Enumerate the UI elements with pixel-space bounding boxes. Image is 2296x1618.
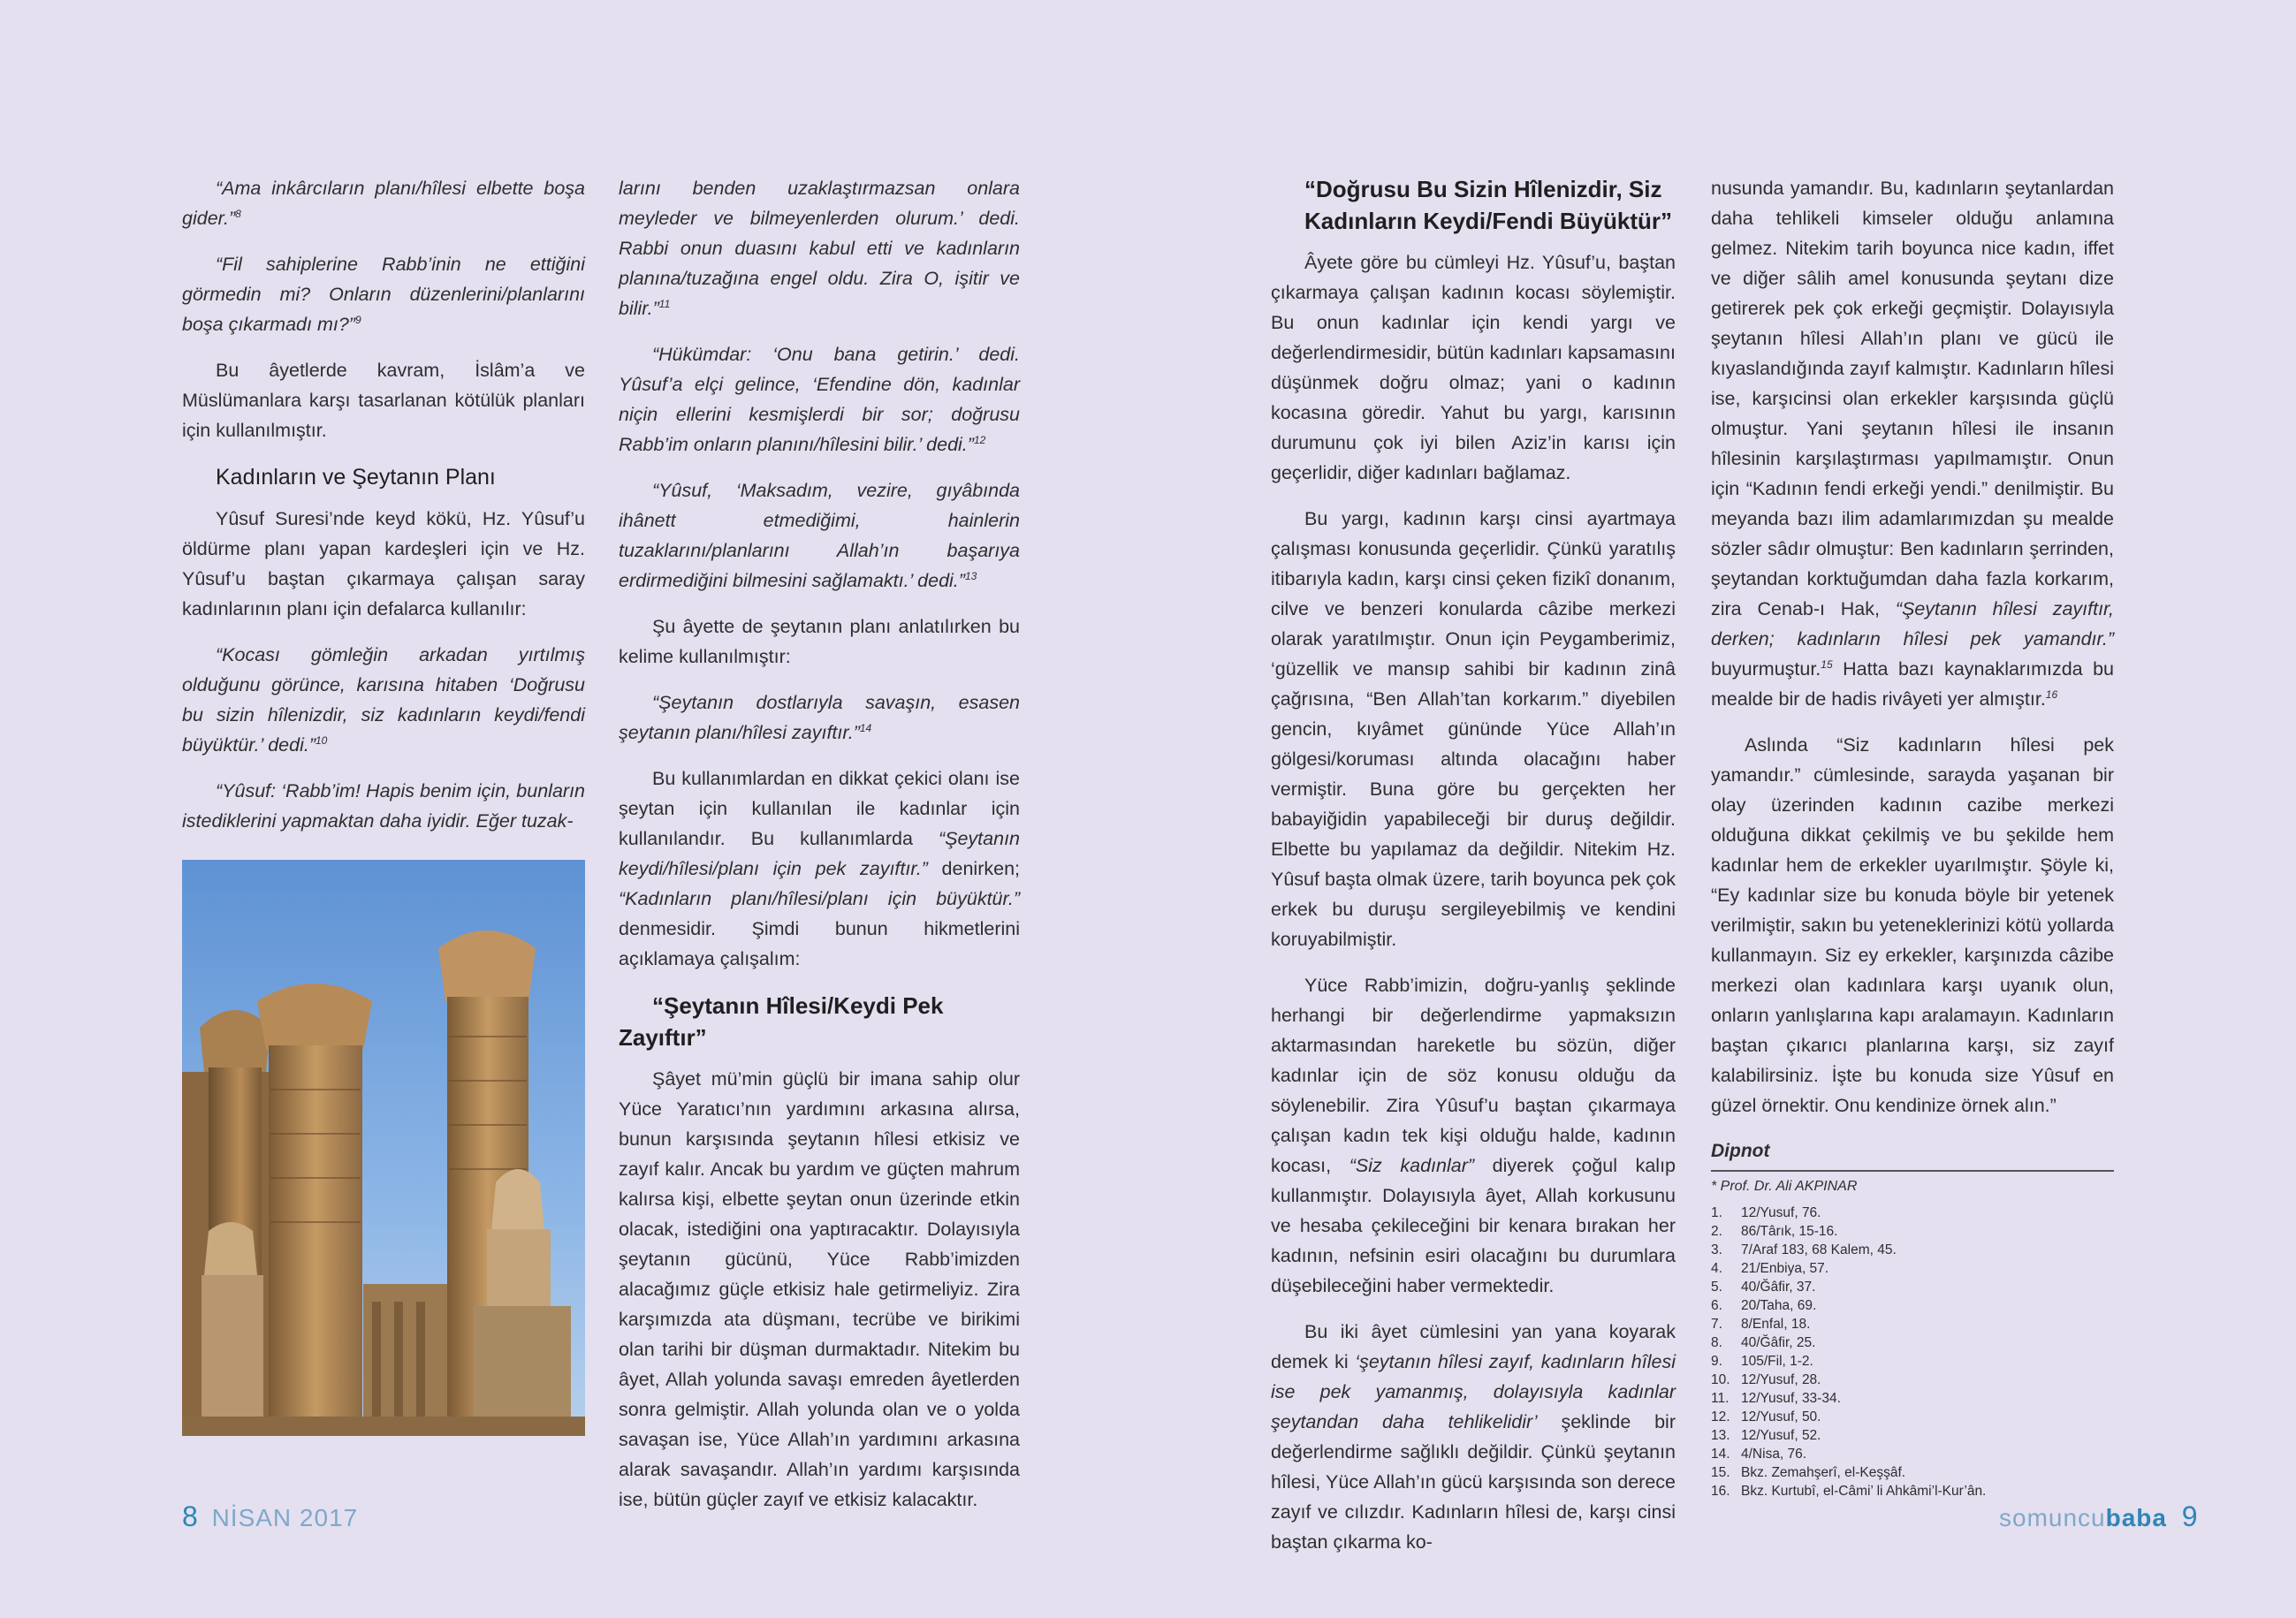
footnote-number: 14.: [1711, 1447, 1730, 1462]
section-heading: “Şeytanın Hîlesi/Keydi Pek Zayıftır”: [619, 992, 944, 1051]
footnote-text: 4/Nisa, 76.: [1741, 1447, 1807, 1462]
footnote-item: [1711, 1333, 2114, 1352]
footnote-text: 12/Yusuf, 33-34.: [1741, 1391, 1841, 1406]
footnote-number: 6.: [1711, 1298, 1722, 1313]
footnote-text: 40/Ğâfir, 25.: [1741, 1335, 1816, 1350]
footnote-text: 20/Taha, 69.: [1741, 1298, 1817, 1313]
page-number: 8: [182, 1500, 199, 1532]
footnote-number: 1.: [1711, 1205, 1722, 1220]
footnote-text: 12/Yusuf, 76.: [1741, 1205, 1821, 1220]
footnote-text: 21/Enbiya, 57.: [1741, 1261, 1829, 1276]
quote-paragraph: “Şeytanın dostlarıyla savaşın, esasen şeytanın planı/hîlesi zayıftır.”$^{14}$: [619, 692, 1020, 743]
body-paragraph: Bu iki âyet cümlesini yan yana koyarak demek ki ‘şeytanın hîlesi zayıf, kadınların hîlesi ise pek yamanmış, dolayısıyla kadınlar şeytandan daha tehlikelidir’ şeklinde bir değerlendirme sağlıklı değildir. Çünkü şeytanın hîlesi, Yüce Allah’ın gücü karşısında son derece zayıf ve cılızdır. Kadınların hîlesi de, karşı cinsi baştan çıkarma ko-: [1271, 1321, 1676, 1553]
footnote-number: 2.: [1711, 1224, 1722, 1239]
page-number: 9: [2181, 1500, 2199, 1532]
brand-baba: baba: [2105, 1504, 2167, 1531]
right-page-footer: [1999, 1500, 2199, 1533]
footnote-item: [1711, 1463, 2114, 1482]
footnote-text: 12/Yusuf, 52.: [1741, 1428, 1821, 1443]
body-paragraph: Şu âyette de şeytanın planı anlatılırken bu kelime kullanılmıştır:: [619, 616, 1020, 667]
issue-date: NİSAN 2017: [211, 1504, 359, 1531]
footnote-item: [1711, 1371, 2114, 1389]
footnote-item: [1711, 1482, 2114, 1500]
right-column-2: [1711, 173, 2114, 1500]
footnote-text: 86/Târık, 15-16.: [1741, 1224, 1838, 1239]
footnote-number: 5.: [1711, 1280, 1722, 1295]
quote-paragraph: “Fil sahiplerine Rabb’inin ne ettiğini görmedin mi? Onların düzenlerini/planlarını boşa çıkarmadı mı?”$^9$: [182, 254, 585, 335]
footnote-text: 12/Yusuf, 28.: [1741, 1372, 1821, 1387]
section-heading: Kadınların ve Şeytanın Planı: [216, 465, 496, 490]
left-column-2: [619, 173, 1020, 1531]
footnote-text: 105/Fil, 1-2.: [1741, 1354, 1813, 1369]
right-column-1: [1271, 173, 1676, 1573]
footnote-item: [1711, 1408, 2114, 1426]
footnote-number: 8.: [1711, 1335, 1722, 1350]
quote-paragraph: “Yûsuf, ‘Maksadım, vezire, gıyâbında ihânett etmediğimi, hainlerin tuzaklarını/planlarını Allah’ın başarıya erdirmediğini bilmesini sağlamaktı.’ dedi.”$^{13}$: [619, 480, 1020, 591]
footnote-number: 3.: [1711, 1242, 1722, 1257]
footnote-text: Bkz. Zemahşerî, el-Keşşâf.: [1741, 1465, 1906, 1480]
body-paragraph: Şâyet mü’min güçlü bir imana sahip olur Yüce Yaratıcı’nın yardımını arkasına alırsa, bunun karşısında şeytanın hîlesi etkisiz ve zayıf kalır. Ancak bu yardım ve güçten mahrum kalırsa kişi, elbette şeytan onun üzerinde etkin olacak, istediğini ona yaptıracaktır. Dolayısıyla şeytanın gücünü, Yüce Rabb’imizden alacağımız güçle etkisiz hale getirmeliyiz. Zira karşımızda ata düşmanı, tecrübe ve birikimi olan tarihi bir düşman durmaktadır. Nitekim bu âyet, Allah yolunda savaşı emreden âyetlerden sonra gelmiştir. Allah yolunda olan ve o yolda savaşan ise, Yüce Allah’ın yardımını arkasına alarak savaşandır. Allah’ın yardımı karşısında ise, bütün güçler zayıf ve etkisiz kalacaktır.: [619, 1068, 1020, 1510]
body-paragraph: Aslında “Siz kadınların hîlesi pek yamandır.” cümlesinde, sarayda yaşanan bir olay üzerinden kadının cazibe merkezi olduğuna dikkat çekilmiş ve bu şekilde hem kadınlar hem de erkekler uyarılmıştır. Şöyle ki, “Ey kadınlar size bu konuda böyle bir yetenek verilmiştir, sakın bu yeteneklerinizi kötü yollarda kullanmayın. Siz ey erkekler, karşınızda câzibe merkezi olan kadınlara karşı uyanık olun, onların yanlışlarına kapı aralamayın. Kadınların baştan çıkarıcı planlarına karşı, siz zayıf kalabilirsiniz. İşte bu konuda size Yûsuf en güzel örnektir. Onu kendinize örnek alın.”: [1711, 734, 2114, 1116]
footnotes-title: Dipnot: [1711, 1141, 1770, 1161]
footnote-item: [1711, 1315, 2114, 1333]
quote-paragraph: “Yûsuf: ‘Rabb’im! Hapis benim için, bunların istediklerini yapmaktan daha iyidir. Eğer tuzak-: [182, 780, 585, 832]
footnote-text: 40/Ğâfir, 37.: [1741, 1280, 1816, 1295]
brand-somuncu: somuncu: [1999, 1504, 2106, 1531]
left-page-footer: [182, 1500, 358, 1533]
footnote-text: 7/Araf 183, 68 Kalem, 45.: [1741, 1242, 1897, 1257]
footnote-number: 7.: [1711, 1317, 1722, 1332]
body-paragraph: nusunda yamandır. Bu, kadınların şeytanlardan daha tehlikeli kimseler olduğu anlamına gelmez. Nitekim tarih boyunca nice kadın, iffet ve diğer sâlih amel konusunda şeytanı dize getirerek pek çok erkeği geçmiştir. Dolayısıyla şeytanın hîlesi Allah’ın planı ve gücü ile kıyaslandığında zayıf kalmıştır. Kadınların hîlesi ise, karşıcinsi olan erkekler karşısında güçlü olmuştur. Yani şeytanın hîlesi ile insanın hîlesinin karşılaştırması yapılmamıştır. Onun için “Kadının fendi erkeği yendi.” denilmiştir. Bu meyanda bazı ilim adamlarımızdan şu mealde sözler sâdır olmuştur: Ben kadınların şerrinden, şeytandan korktuğumdan daha fazla korkarım, zira Cenab-ı Hak, “Şeytanın hîlesi zayıftır, derken; kadınların hîlesi pek yamandır.” buyurmuştur.$^{15}$ Hatta bazı kaynaklarımızda bu mealde bir de hadis rivâyeti yer almıştır.$^{16}$: [1711, 178, 2114, 710]
footnote-number: 16.: [1711, 1484, 1730, 1499]
temple-photo: [182, 860, 585, 1436]
footnote-item: [1711, 1259, 2114, 1278]
footnote-item: [1711, 1278, 2114, 1296]
footnote-item: [1711, 1389, 2114, 1408]
left-column-1: [182, 173, 585, 852]
footnote-text: 8/Enfal, 18.: [1741, 1317, 1811, 1332]
author-credit: * Prof. Dr. Ali AKPINAR: [1711, 1179, 1858, 1194]
body-paragraph: Yûsuf Suresi’nde keyd kökü, Hz. Yûsuf’u öldürme planı yapan kardeşleri için ve Hz. Yûsuf’u baştan çıkarmaya çalışan saray kadınlarının planı için defalarca kullanılır:: [182, 508, 585, 619]
footnote-number: 12.: [1711, 1409, 1730, 1424]
footnote-list: [1711, 1204, 2114, 1500]
footnote-number: 10.: [1711, 1372, 1730, 1387]
body-paragraph: Bu kullanımlardan en dikkat çekici olanı ise şeytan için kullanılan ile kadınlar için kullanılandır. Bu kullanımlarda “Şeytanın keydi/hîlesi/planı için pek zayıftır.” denirken; “Kadınların planı/hîlesi/planı için büyüktür.” denmesidir. Şimdi bunun hikmetlerini açıklamaya çalışalım:: [619, 768, 1020, 969]
footnote-number: 11.: [1711, 1391, 1730, 1406]
section-heading: “Doğrusu Bu Sizin Hîlenizdir, Siz Kadınların Keydi/Fendi Büyüktür”: [1304, 176, 1673, 234]
body-paragraph: Bu âyetlerde kavram, İslâm’a ve Müslümanlara karşı tasarlanan kötülük planları için kullanılmıştır.: [182, 360, 585, 441]
body-paragraph: Âyete göre bu cümleyi Hz. Yûsuf’u, baştan çıkarmaya çalışan kadının kocası söylemiştir. Bu onun kadınlar için kendi yargı ve değerlendirmesidir, bütün kadınları kapsamasını düşünmek doğru olmaz; yani o kadının kocasına göredir. Yahut bu yargı, karısının durumunu çok iyi bilen Aziz’in karısı için geçerlidir, diğer kadınları bağlamaz.: [1271, 252, 1676, 483]
body-paragraph: Yüce Rabb’imizin, doğru-yanlış şeklinde herhangi bir değerlendirme yapmaksızın aktarmasından hareketle bu sözün, diğer kadınlar için de söz konusu olduğu da söylenebilir. Zira Yûsuf’u baştan çıkarmaya çalışan kadın tek kişi olduğu halde, kadının kocası, “Siz kadınlar” diyerek çoğul kalıp kullanmıştır. Dolayısıyla âyet, Allah korkusunu ve hesaba çekileceğini bir kenara bırakan her kadının, nefsinin esiri olacağını bu durumlara düşebileceğini haber vermektedir.: [1271, 975, 1676, 1296]
footnote-number: 15.: [1711, 1465, 1730, 1480]
footnote-text: 12/Yusuf, 50.: [1741, 1409, 1821, 1424]
footnote-item: [1711, 1296, 2114, 1315]
footnotes: [1711, 1136, 2114, 1500]
footnote-number: 4.: [1711, 1261, 1722, 1276]
quote-paragraph: “Kocası gömleğin arkadan yırtılmış olduğunu görünce, karısına hitaben ‘Doğrusu bu sizin hîlenizdir, siz kadınların keydi/fendi büyüktür.’ dedi.”$^{10}$: [182, 644, 585, 756]
footnote-item: [1711, 1426, 2114, 1445]
footnote-text: Bkz. Kurtubî, el-Câmi’ li Ahkâmi’l-Kur’ân.: [1741, 1484, 1987, 1499]
footnote-item: [1711, 1445, 2114, 1463]
body-paragraph: Bu yargı, kadının karşı cinsi ayartmaya çalışması konusunda geçerlidir. Çünkü yaratılış itibarıyla kadın, karşı cinsi çeken fizikî donanım, cilve ve benzeri konularda câzibe merkezi olarak yaratılmıştır. Onun için Peygamberimiz, ‘güzellik ve mansıp sahibi bir kadının zinâ çağrısına, “Ben Allah’tan korkarım.” diyebilen gencin, kıyâmet gününde Yüce Allah’ın gölgesi/koruması altında olacağını haber vermiştir. Buna göre bu gerçekten her babayiğidin yapabileceği bir duruş değildir. Elbette bu yapılamaz da değildir. Nitekim Hz. Yûsuf başta olmak üzere, tarih boyunca pek çok erkek bu duruşu sergileyebilmiş ve kendini koruyabilmiştir.: [1271, 508, 1676, 950]
quote-paragraph: “Hükümdar: ‘Onu bana getirin.’ dedi. Yûsuf’a elçi gelince, ‘Efendine dön, kadınlar niçin ellerini kesmişlerdi bir sor; doğrusu Rabb’im onların planını/hîlesini bilir.’ dedi.”$^{12}$: [619, 344, 1020, 455]
footnote-item: [1711, 1241, 2114, 1259]
footnote-number: 13.: [1711, 1428, 1730, 1443]
quote-paragraph: larını benden uzaklaştırmazsan onlara meyleder ve bilmeyenlerden olurum.’ dedi. Rabbi onun duasını kabul etti ve kadınların planına/tuzağına engel oldu. Zira O, işitir ve bilir.”$^{11}$: [619, 178, 1020, 319]
footnotes-divider: [1711, 1170, 2114, 1172]
footnote-item: [1711, 1352, 2114, 1371]
quote-paragraph: “Ama inkârcıların planı/hîlesi elbette boşa gider.”$^8$: [182, 178, 585, 229]
footnote-number: 9.: [1711, 1354, 1722, 1369]
footnote-item: [1711, 1222, 2114, 1241]
footnote-item: [1711, 1204, 2114, 1222]
